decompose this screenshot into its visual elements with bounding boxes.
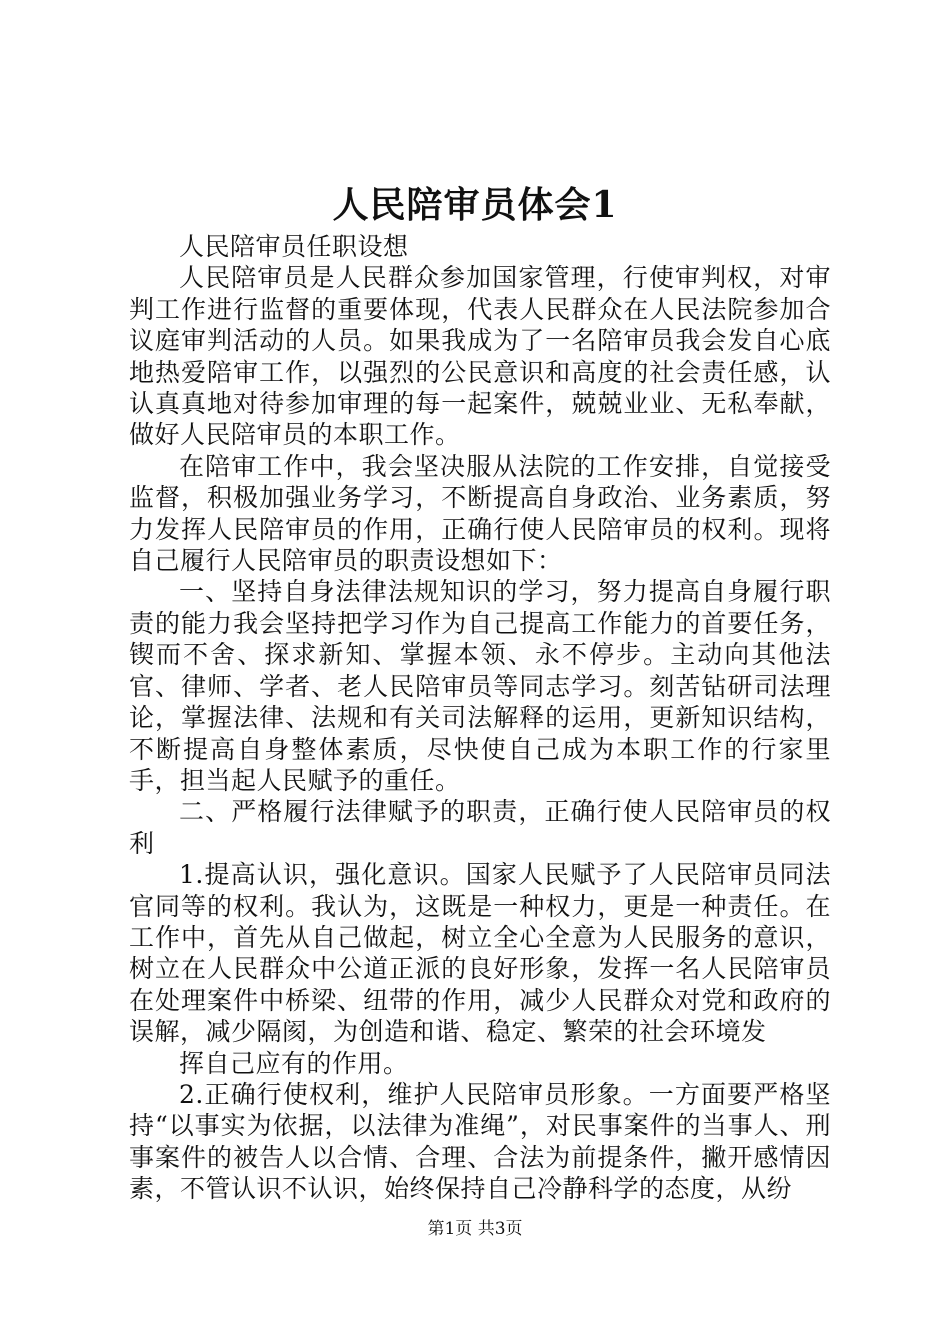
paragraph-intro: 人民陪审员是人民群众参加国家管理，行使审判权，对审判工作进行监督的重要体现，代表人民群众在人民法院参加合议庭审判活动的人员。如果我成为了一名陪审员我会发自心底地热爱陪审工作，以强烈的公民意识和高度的社会责任感，认认真真地对待参加审理的每一起案件，兢兢业业、无私奉献，做好人民陪审员的本职工作。: [129, 263, 831, 450]
document-title: 人民陪审员体会1: [332, 184, 618, 226]
page-footer: 第1页 共3页: [427, 1219, 523, 1239]
paragraph-point-two-heading: 二、严格履行法律赋予的职责，正确行使人民陪审员的权利: [129, 797, 831, 858]
paragraph-item-2: 2.正确行使权利，维护人民陪审员形象。一方面要严格坚持“以事实为依据，以法律为准绳”，对民事案件的当事人、刑事案件的被告人以合情、合理、合法为前提条件，撇开感情因素，不管认识不认识，始终保持自己冷静科学的态度，从纷: [129, 1079, 831, 1204]
paragraph-work: 在陪审工作中，我会坚决服从法院的工作安排，自觉接受监督，积极加强业务学习，不断提高自身政治、业务素质，努力发挥人民陪审员的作用，正确行使人民陪审员的权利。现将自己履行人民陪审员的职责设想如下：: [129, 451, 831, 576]
paragraph-subtitle: 人民陪审员任职设想: [179, 232, 409, 261]
document-body: [129, 231, 831, 1205]
paragraph-point-one: 一、坚持自身法律法规知识的学习，努力提高自身履行职责的能力我会坚持把学习作为自己提高工作能力的首要任务，锲而不舍、探求新知、掌握本领、永不停步。主动向其他法官、律师、学者、老人民陪审员等同志学习。刻苦钻研司法理论，掌握法律、法规和有关司法解释的运用，更新知识结构，不断提高自身整体素质，尽快使自己成为本职工作的行家里手，担当起人民赋予的重任。: [129, 577, 831, 795]
paragraph-item-1-continued: 挥自己应有的作用。: [179, 1048, 409, 1078]
paragraph-item-1: 1.提高认识，强化意识。国家人民赋予了人民陪审员同法官同等的权利。我认为，这既是一种权力，更是一种责任。在工作中，首先从自己做起，树立全心全意为人民服务的意识，树立在人民群众中公道正派的良好形象，发挥一名人民陪审员在处理案件中桥梁、纽带的作用，减少人民群众对党和政府的误解，减少隔阂，为创造和谐、稳定、繁荣的社会环境发: [129, 860, 831, 1047]
